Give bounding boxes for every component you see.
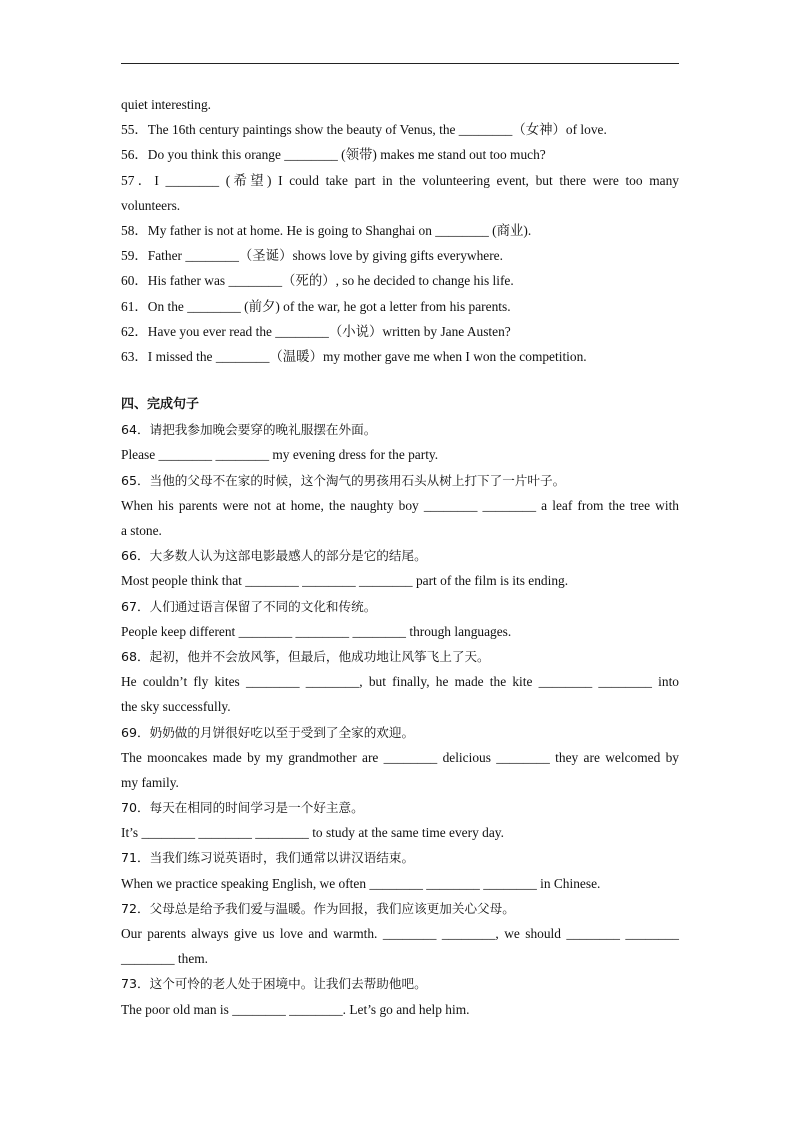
question-line: He couldn’t fly kites ________ ________, but finally, he made the kite ________ ________ into	[121, 674, 679, 690]
question-line: 68．起初，他并不会放风筝，但最后，他成功地让风筝飞上了天。	[121, 648, 490, 664]
question-line: 69．奶奶做的月饼很好吃以至于受到了全家的欢迎。	[121, 724, 415, 740]
question-line: 61．On the ________ (前夕) of the war, he got a letter from his parents.	[121, 298, 511, 314]
question-line: a stone.	[121, 523, 162, 538]
question-line: 66．大多数人认为这部电影最感人的部分是它的结尾。	[121, 548, 427, 564]
question-line: 63．I missed the ________（温暖）my mother gave me when I won the competition.	[121, 348, 587, 364]
question-line: 60．His father was ________（死的）, so he decided to change his life.	[121, 273, 514, 289]
question-line: People keep different ________ ________ ________ through languages.	[121, 623, 512, 639]
question-line: 55．The 16th century paintings show the beauty of Venus, the ________（女神）of love.	[121, 122, 607, 138]
header-rule	[121, 63, 679, 64]
question-line: 59．Father ________（圣诞）shows love by giving gifts everywhere.	[121, 248, 503, 264]
question-line: 67．人们通过语言保留了不同的文化和传统。	[121, 598, 377, 614]
question-line: The poor old man is ________ ________. Let’s go and help him.	[121, 1001, 470, 1017]
question-line: 56．Do you think this orange ________ (领带) makes me stand out too much?	[121, 147, 546, 163]
question-line: It’s ________ ________ ________ to study at the same time every day.	[121, 825, 504, 841]
question-line: 62．Have you ever read the ________（小说）written by Jane Austen?	[121, 323, 511, 339]
question-line: 73．这个可怜的老人处于困境中。让我们去帮助他吧。	[121, 976, 427, 992]
question-line: Our parents always give us love and warmth. ________ ________, we should ________ ________	[121, 926, 679, 941]
question-line: 72．父母总是给予我们爱与温暖。作为回报，我们应该更加关心父母。	[121, 900, 515, 916]
question-line: 71．当我们练习说英语时，我们通常以讲汉语结束。	[121, 850, 415, 866]
question-line: 70．每天在相同的时间学习是一个好主意。	[121, 800, 364, 816]
question-line: my family.	[121, 774, 179, 790]
question-line: quiet interesting.	[121, 97, 211, 112]
question-line: 64．请把我参加晚会要穿的晚礼服摆在外面。	[121, 422, 377, 438]
question-line: Please ________ ________ my evening dress for the party.	[121, 447, 439, 463]
question-line: Most people think that ________ ________ ________ part of the film is its ending.	[121, 573, 569, 589]
question-line: ________ them.	[121, 951, 209, 967]
section-heading: 四、完成句子	[121, 397, 200, 413]
question-line: 65．当他的父母不在家的时候，这个淘气的男孩用石头从树上打下了一片叶子。	[121, 472, 566, 488]
question-line: the sky successfully.	[121, 699, 231, 715]
question-line: The mooncakes made by my grandmother are ________ delicious ________ they are welcomed by	[121, 749, 679, 765]
question-line: volunteers.	[121, 197, 181, 213]
exercise-content	[121, 92, 679, 1022]
question-line: When his parents were not at home, the naughty boy ________ ________ a leaf from the tree with	[121, 497, 679, 513]
section-gap	[121, 369, 679, 392]
question-line: 58．My father is not at home. He is going to Shanghai on ________ (商业).	[121, 222, 532, 238]
question-line: When we practice speaking English, we often ________ ________ ________ in Chinese.	[121, 875, 601, 891]
question-line: 57．I ________ (希望) I could take part in the volunteering event, but there were too many	[121, 172, 679, 188]
